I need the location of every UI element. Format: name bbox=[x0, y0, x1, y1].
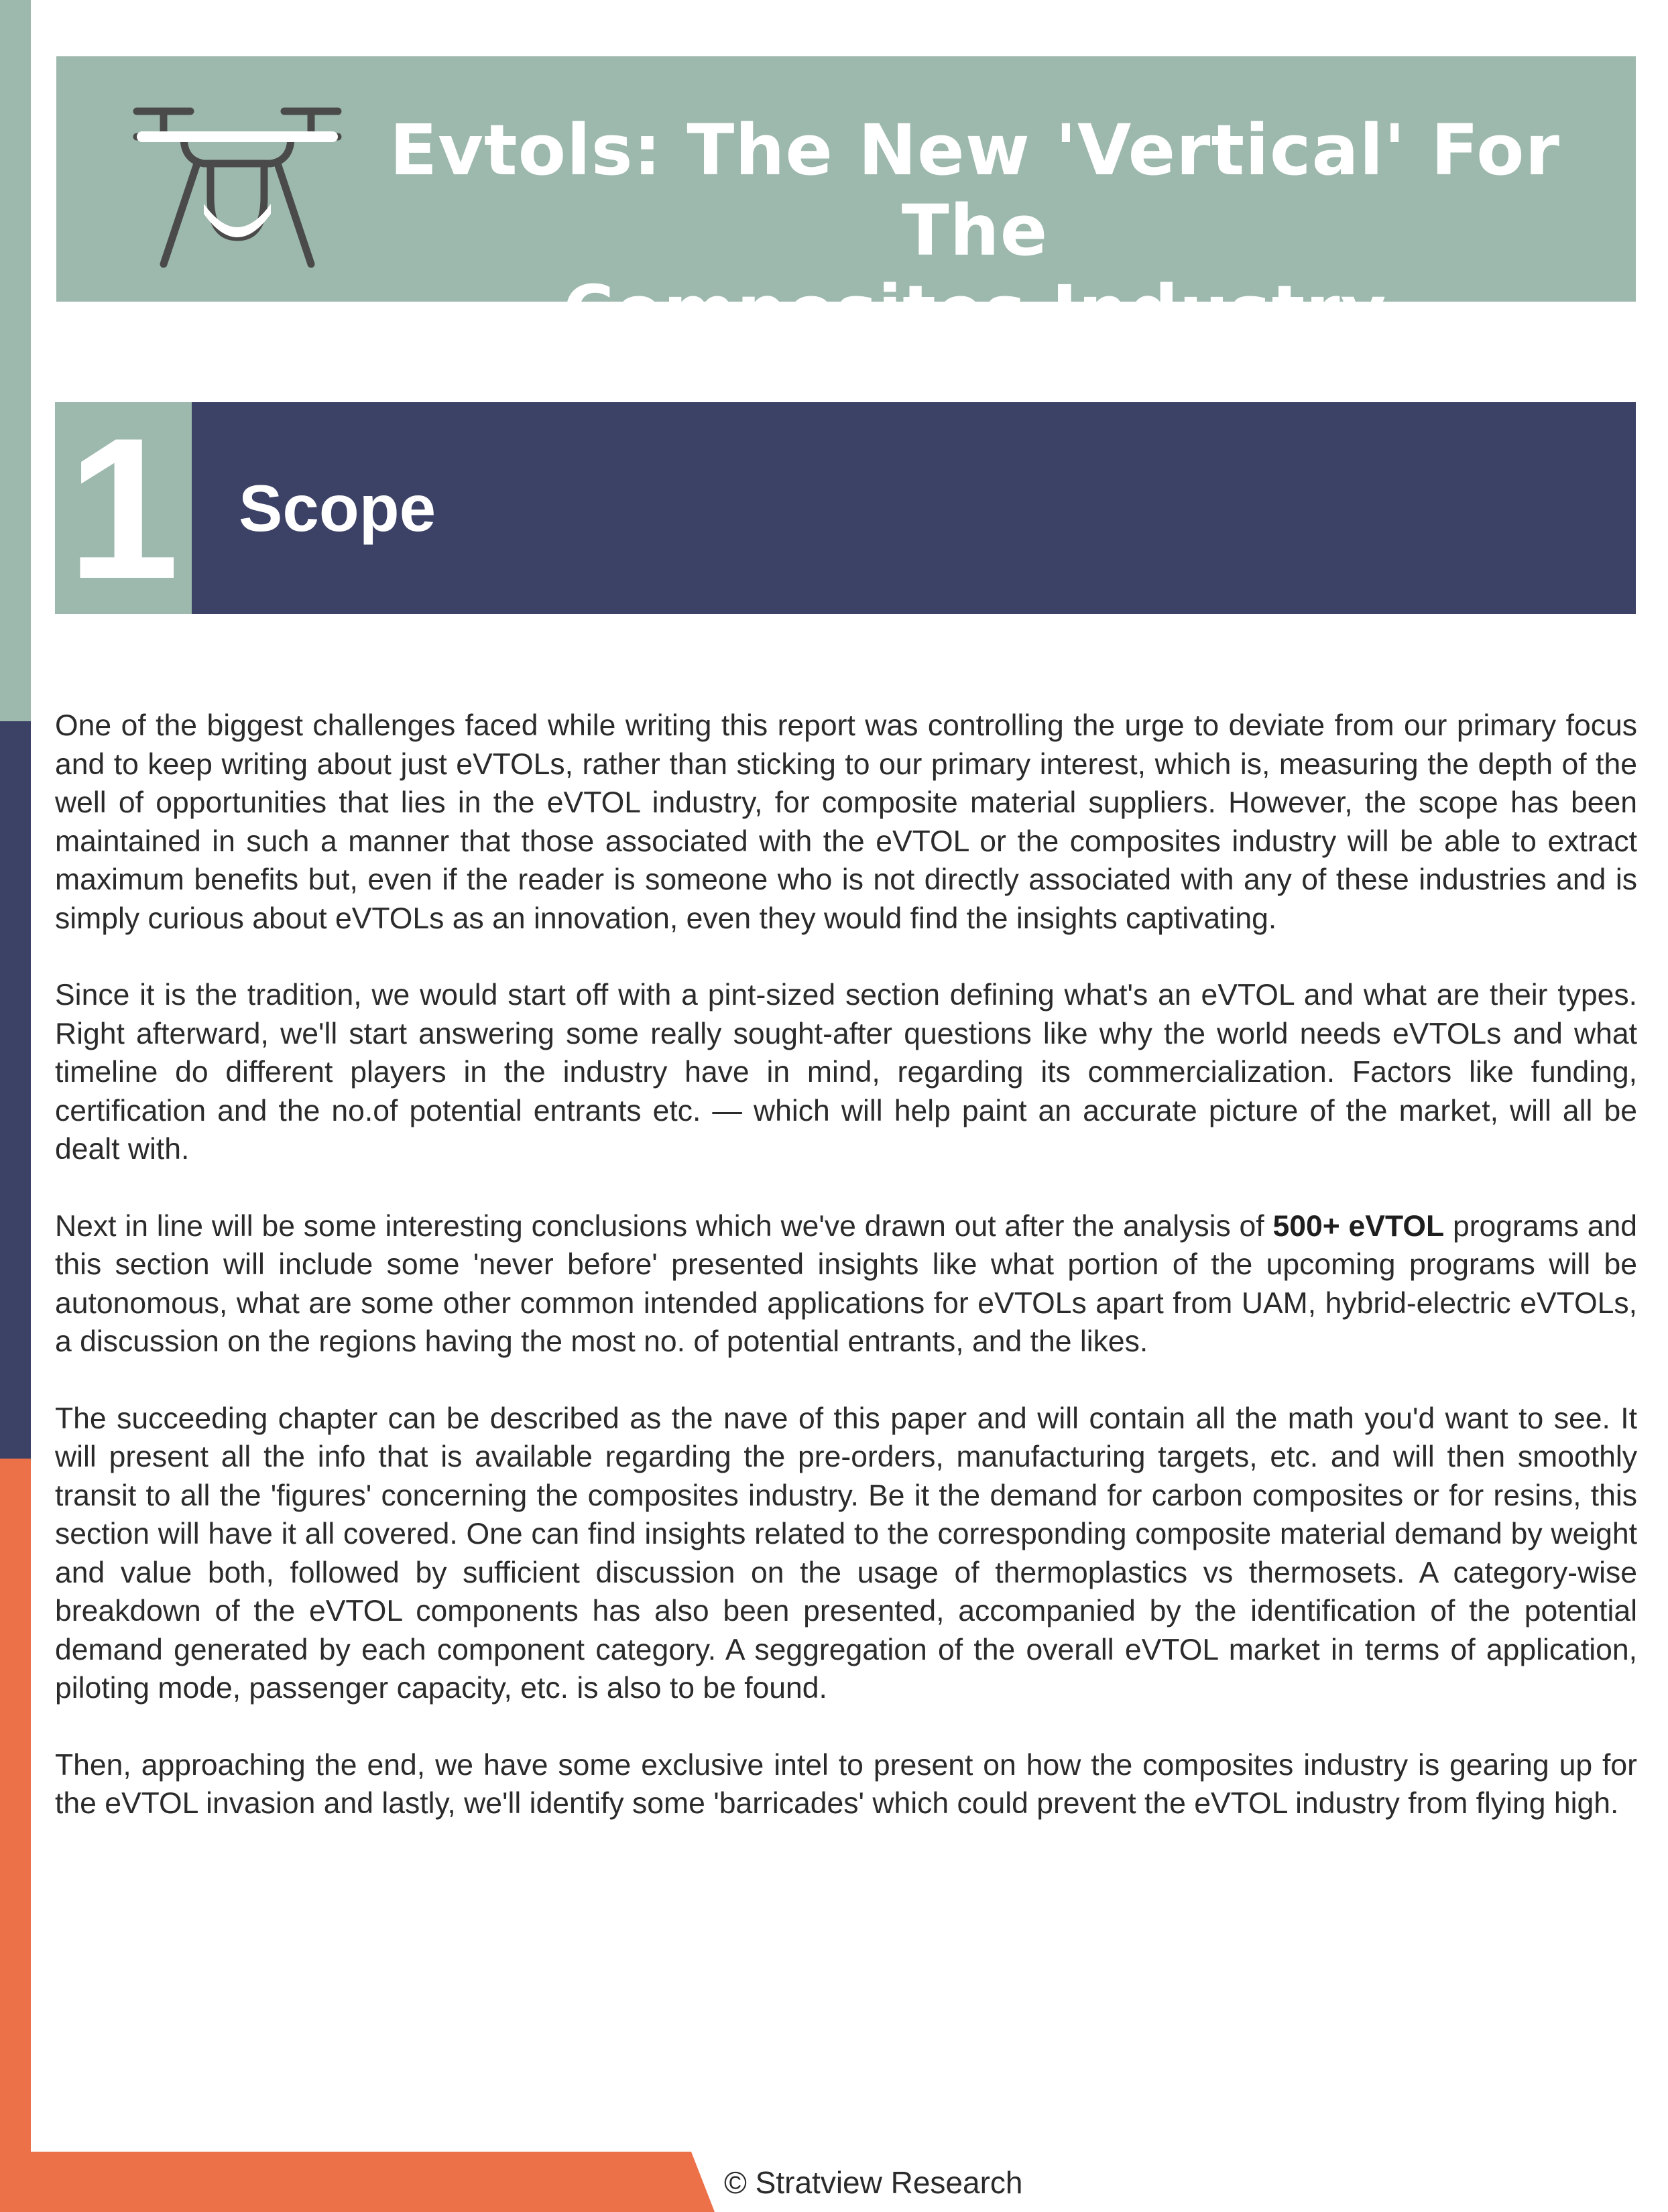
section-header-bar bbox=[192, 402, 1636, 614]
paragraph-3 bbox=[55, 1207, 1637, 1361]
section-title: Scope bbox=[239, 471, 436, 545]
paragraph-2: Since it is the tradition, we would start off with a pint-sized section defining what's an eVTOL and what are their types. Right afterward, we'll start answering some really sought-after questions like why the world needs eVTOLs and what timeline do different players in the industry have in mind, regarding its commercialization. Factors like funding, certification and the no.of potential entrants etc. — which will help paint an accurate picture of the market, will all be dealt with. bbox=[55, 979, 1637, 1166]
section-number-box bbox=[55, 395, 192, 621]
page-title bbox=[345, 110, 1605, 351]
body-content bbox=[55, 706, 1637, 1861]
section-number: 1 bbox=[67, 395, 180, 621]
accent-bar-navy bbox=[0, 721, 31, 1459]
page-title-line1: Evtols: The New 'Vertical' For The bbox=[390, 109, 1560, 271]
paragraph-5: Then, approaching the end, we have some exclusive intel to present on how the composites industry is gearing up for the eVTOL invasion and lastly, we'll identify some 'barricades' which could prevent the eVTOL industry from flying high. bbox=[55, 1748, 1637, 1820]
title-banner bbox=[56, 56, 1636, 352]
paragraph-4: The succeeding chapter can be described as the nave of this paper and will contain all the math you'd want to see. It will present all the info that is available regarding the pre-orders, manufacturing targets, etc. and will then smoothly transit to all the 'figures' concerning the composites industry. Be it the demand for carbon composites or for resins, this section will have it all covered. One can find insights related to the corresponding composite material demand by weight and value both, followed by sufficient discussion on the usage of thermoplastics vs thermosets. A category-wise breakdown of the eVTOL components has also been presented, accompanied by the identification of the potential demand generated by each component category. A seggregation of the overall eVTOL market in terms of application, piloting mode, passenger capacity, etc. is also to be found. bbox=[55, 1402, 1637, 1705]
paragraph-3-text-a: Next in line will be some interesting conclusions which we've drawn out after the analysis of bbox=[55, 1209, 1273, 1243]
accent-bar-orange bbox=[0, 1459, 31, 2212]
paragraph-1: One of the biggest challenges faced while writing this report was controlling the urge to deviate from our primary focus and to keep writing about just eVTOLs, rather than sticking to our primary interest, which is, measuring the depth of the well of opportunities that lies in the eVTOL industry, for composite material suppliers. However, the scope has been maintained in such a manner that those associated with the eVTOL or the composites industry will be able to extract maximum benefits but, even if the reader is someone who is not directly associated with any of these industries and is simply curious about eVTOLs as an innovation, even they would find the insights captivating. bbox=[55, 709, 1637, 935]
footer-copyright: © Stratview Research bbox=[724, 2165, 1023, 2200]
accent-bar-sage bbox=[0, 0, 31, 721]
paragraph-3-highlight: 500+ eVTOL bbox=[1272, 1209, 1445, 1243]
drone-icon bbox=[123, 97, 351, 271]
paragraph-3-text-b: programs and this section will include some 'never before' presented insights like what portion of the upcoming programs will be autonomous, what are some other common intended applications for eVTOLs apart from UAM, hybrid-electric eVTOLs, a discussion on the regions having the most no. of potential entrants, and the likes. bbox=[55, 1209, 1637, 1358]
footer-band bbox=[31, 2152, 715, 2212]
page-title-line2: Composites Industry bbox=[562, 270, 1387, 352]
